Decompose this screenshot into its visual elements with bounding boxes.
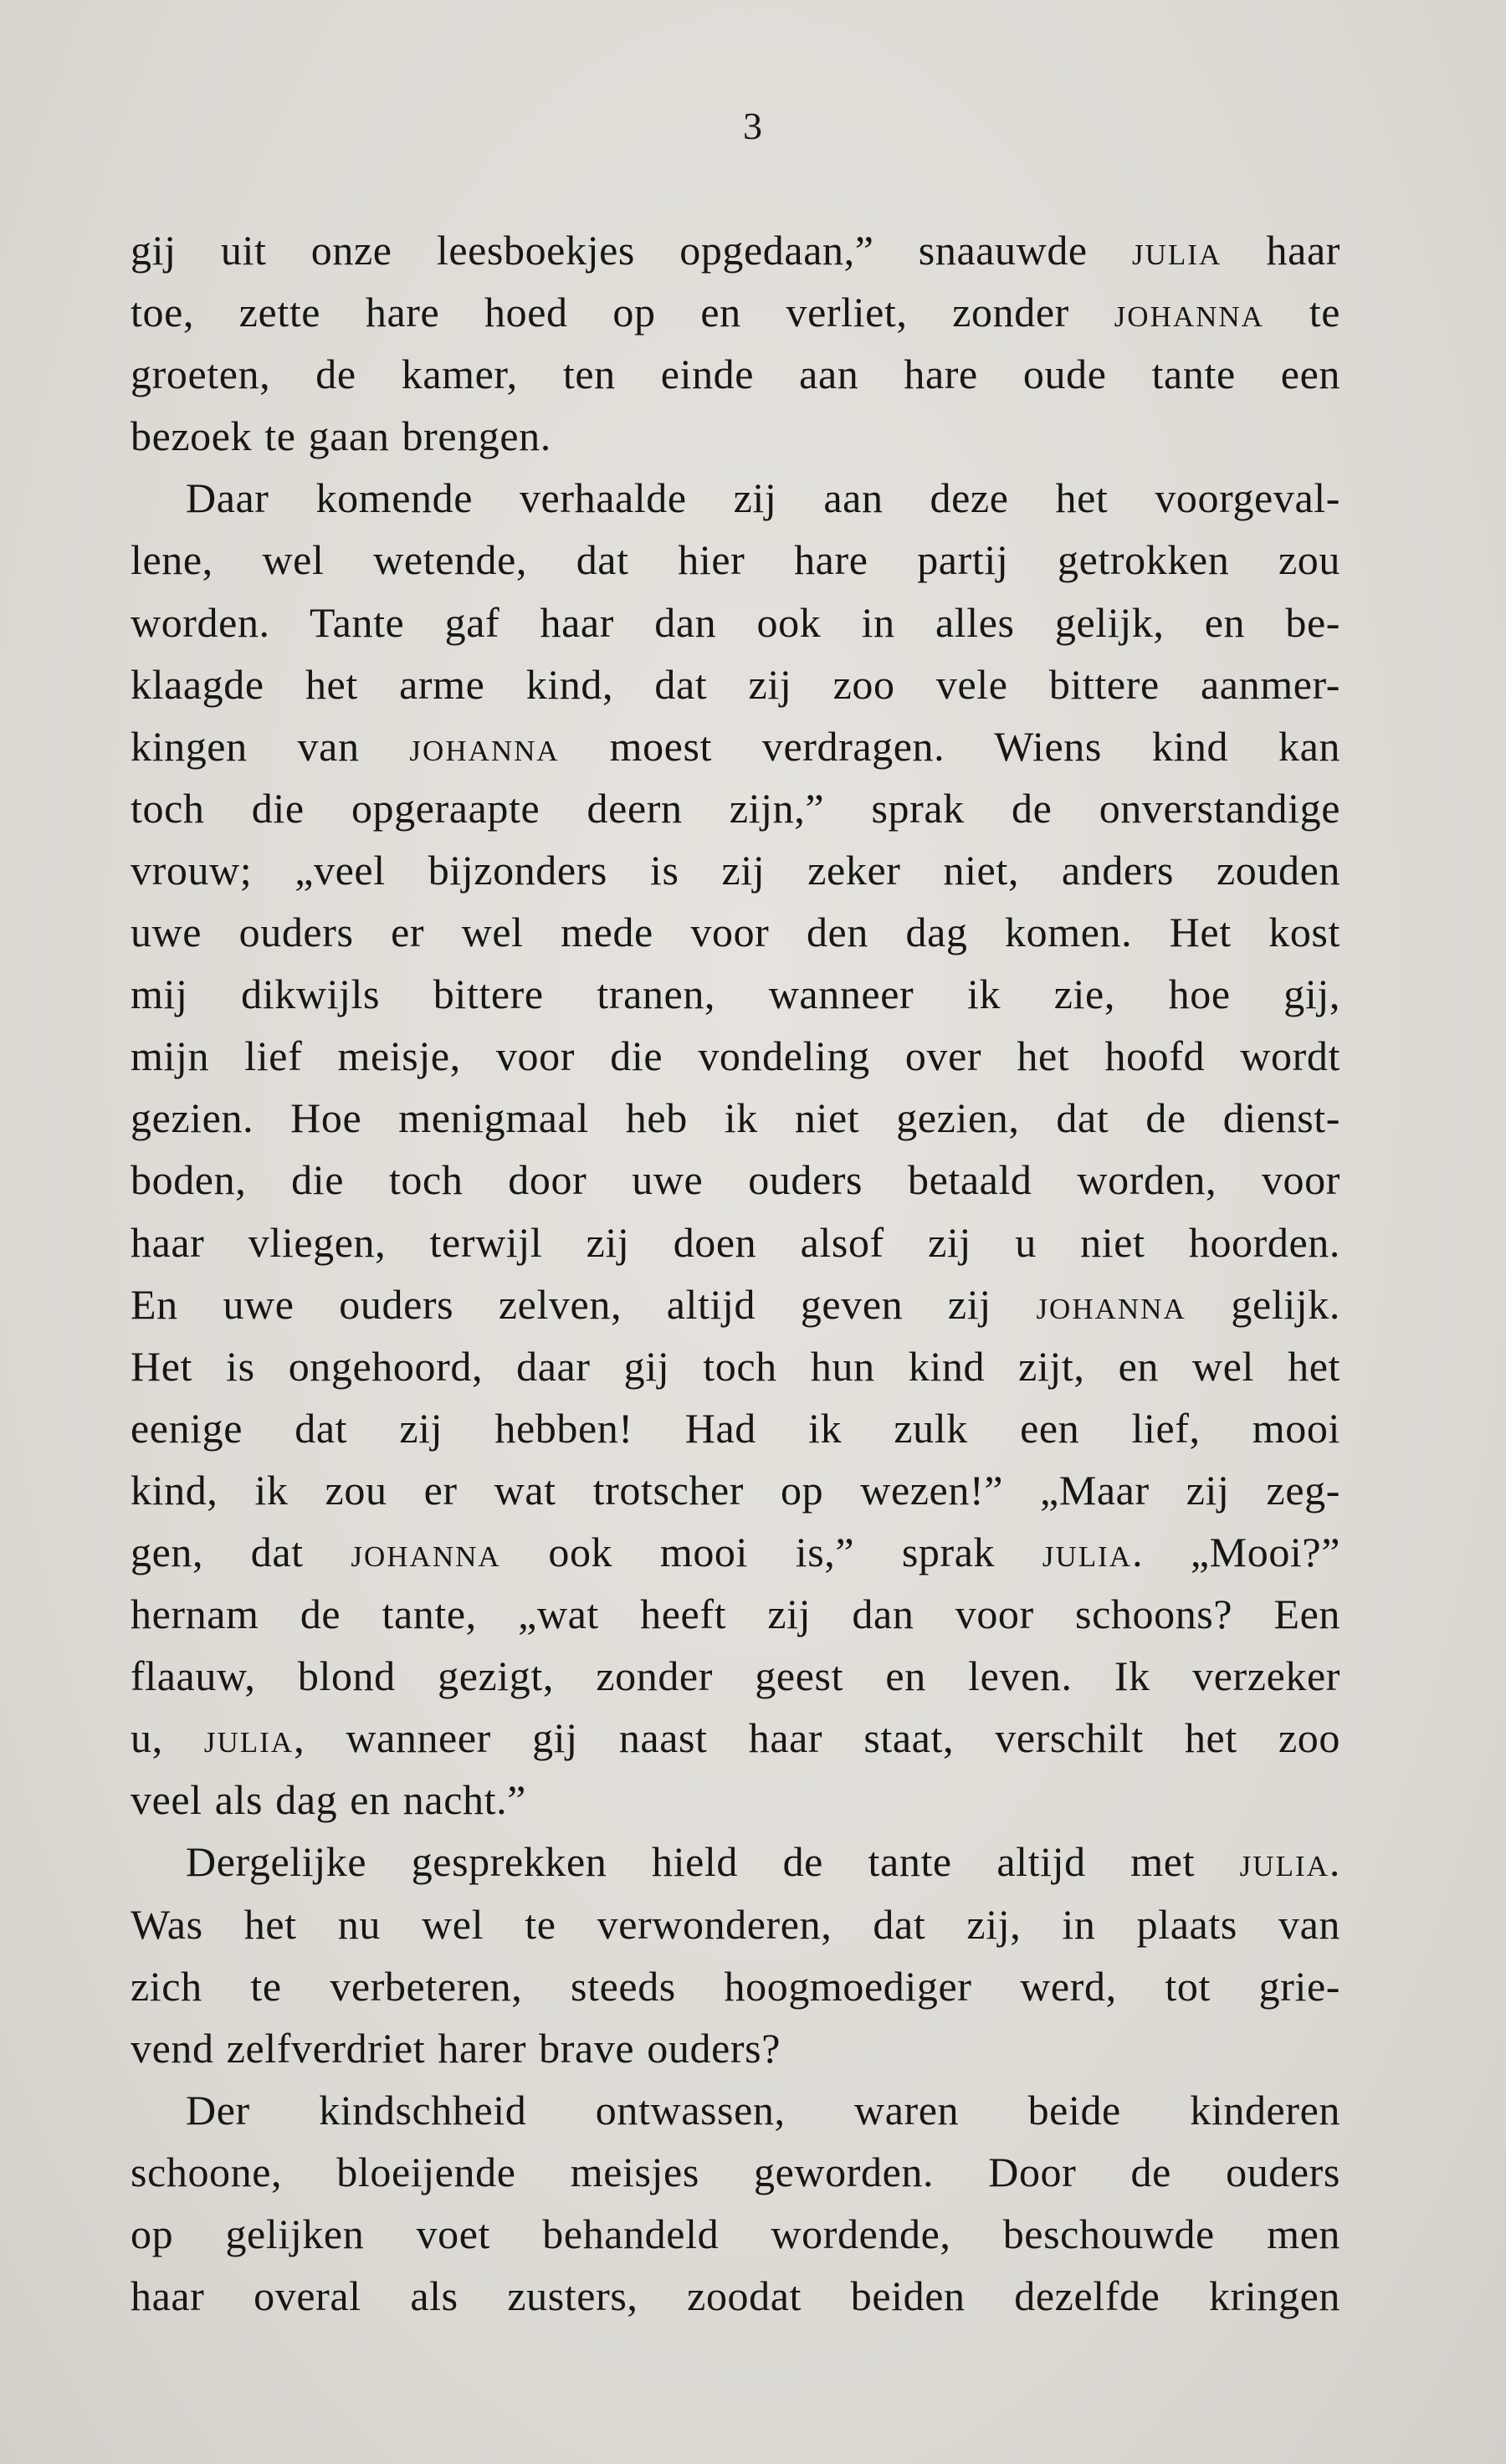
text-segment: kingen van [131,722,410,770]
text-segment: zich te verbeteren, steeds hoogmoediger werd, tot grie- [131,1962,1340,2010]
text-segment: mijn lief meisje, voor die vondeling over het hoofd wordt [131,1032,1340,1080]
text-line [131,1955,1340,2017]
character-name: johanna [351,1528,501,1575]
text-segment: mij dikwijls bittere tranen, wanneer ik zie, hoe gij, [131,971,1340,1018]
text-segment: En uwe ouders zelven, altijd geven zij [131,1280,1037,1328]
text-line [131,653,1340,715]
text-segment: toe, zette hare hoed op en verliet, zonder [131,289,1114,336]
text-segment: hernam de tante, „wat heeft zij dan voor schoons? Een [131,1591,1340,1638]
text-line [131,1831,1340,1893]
text-segment: bezoek te gaan brengen. [131,412,551,460]
text-segment: Dergelijke gesprekken hield de tante altijd met [186,1838,1240,1886]
text-line [131,1087,1340,1149]
text-line [131,1521,1340,1583]
character-name: julia [1132,227,1222,274]
text-line [131,1273,1340,1335]
text-line [131,467,1340,529]
text-line [131,1149,1340,1211]
text-line [131,1025,1340,1087]
text-line [131,2017,1340,2079]
text-segment: worden. Tante gaf haar dan ook in alles gelijk, en be- [131,598,1340,646]
text-line [131,219,1340,281]
character-name: johanna [409,722,560,770]
text-segment: veel als dag en nacht.” [131,1776,526,1824]
text-line [131,2141,1340,2203]
text-line [131,963,1340,1025]
text-segment: haar vliegen, terwijl zij doen alsof zij u niet hoorden. [131,1218,1340,1266]
text-line [131,1645,1340,1707]
text-segment: uwe ouders er wel mede voor den dag komen. Het kost [131,909,1340,956]
text-line [131,529,1340,591]
text-segment: ook mooi is,” sprak [500,1528,1042,1575]
text-line [131,1893,1340,1955]
text-segment: kind, ik zou er wat trotscher op wezen!” „Maar zij zeg- [131,1466,1340,1514]
text-segment: Was het nu wel te verwonderen, dat zij, in plaats van [131,1900,1340,1948]
text-line [131,1212,1340,1273]
text-segment: lene, wel wetende, dat hier hare partij getrokken zou [131,536,1340,584]
text-segment: vrouw; „veel bijzonders is zij zeker niet, anders zouden [131,846,1340,894]
text-segment: te [1263,289,1340,336]
text-line [131,592,1340,653]
text-segment: eenige dat zij hebben! Had ik zulk een lief, mooi [131,1404,1340,1452]
text-line [131,1707,1340,1769]
text-segment: schoone, bloeijende meisjes geworden. Door de ouders [131,2148,1340,2195]
character-name: johanna [1114,289,1264,336]
text-segment: . [1329,1838,1340,1886]
text-line [131,281,1340,343]
text-line [131,2079,1340,2141]
text-segment: gij uit onze leesboekjes opgedaan,” snaauwde [131,227,1133,274]
text-segment: klaagde het arme kind, dat zij zoo vele bittere aanmer- [131,660,1340,708]
text-line [131,2203,1340,2265]
character-name: julia [203,1714,295,1762]
text-segment: gelijk. [1186,1280,1340,1328]
text-line [131,901,1340,963]
text-segment: Het is ongehoord, daar gij toch hun kind zijt, en wel het [131,1342,1340,1390]
text-segment: gezien. Hoe menigmaal heb ik niet gezien, dat de dienst- [131,1094,1340,1142]
body-text [131,219,1340,2327]
text-segment: toch die opgeraapte deern zijn,” sprak de onverstandige [131,784,1340,832]
text-segment: moest verdragen. Wiens kind kan [559,722,1340,770]
text-line [131,343,1340,405]
character-name: johanna [1036,1280,1186,1328]
text-segment: . „Mooi?” [1132,1528,1340,1575]
text-segment: op gelijken voet behandeld wordende, beschouwde men [131,2210,1340,2257]
text-segment: haar [1222,227,1340,274]
character-name: julia [1042,1528,1133,1575]
text-line [131,2265,1340,2327]
text-line [131,1335,1340,1397]
text-line [131,1583,1340,1645]
text-segment: flaauw, blond gezigt, zonder geest en leven. Ik verzeker [131,1652,1340,1700]
text-line [131,777,1340,839]
text-line [131,839,1340,901]
text-segment: Der kindschheid ontwassen, waren beide kinderen [186,2086,1340,2134]
character-name: julia [1239,1838,1329,1886]
text-segment: boden, die toch door uwe ouders betaald worden, voor [131,1156,1340,1204]
text-line [131,1397,1340,1459]
text-segment: u, [131,1714,204,1762]
text-line [131,1769,1340,1831]
text-segment: vend zelfverdriet harer brave ouders? [131,2024,781,2072]
text-segment: Daar komende verhaalde zij aan deze het voorgeval- [186,474,1340,522]
text-segment: , wanneer gij naast haar staat, verschilt het zoo [294,1714,1340,1762]
text-line [131,1459,1340,1521]
text-segment: groeten, de kamer, ten einde aan hare oude tante een [131,351,1340,398]
text-line [131,405,1340,467]
page-number: 3 [743,105,763,147]
text-segment: gen, dat [131,1528,351,1575]
text-line [131,715,1340,777]
text-segment: haar overal als zusters, zoodat beiden dezelfde kringen [131,2272,1340,2320]
